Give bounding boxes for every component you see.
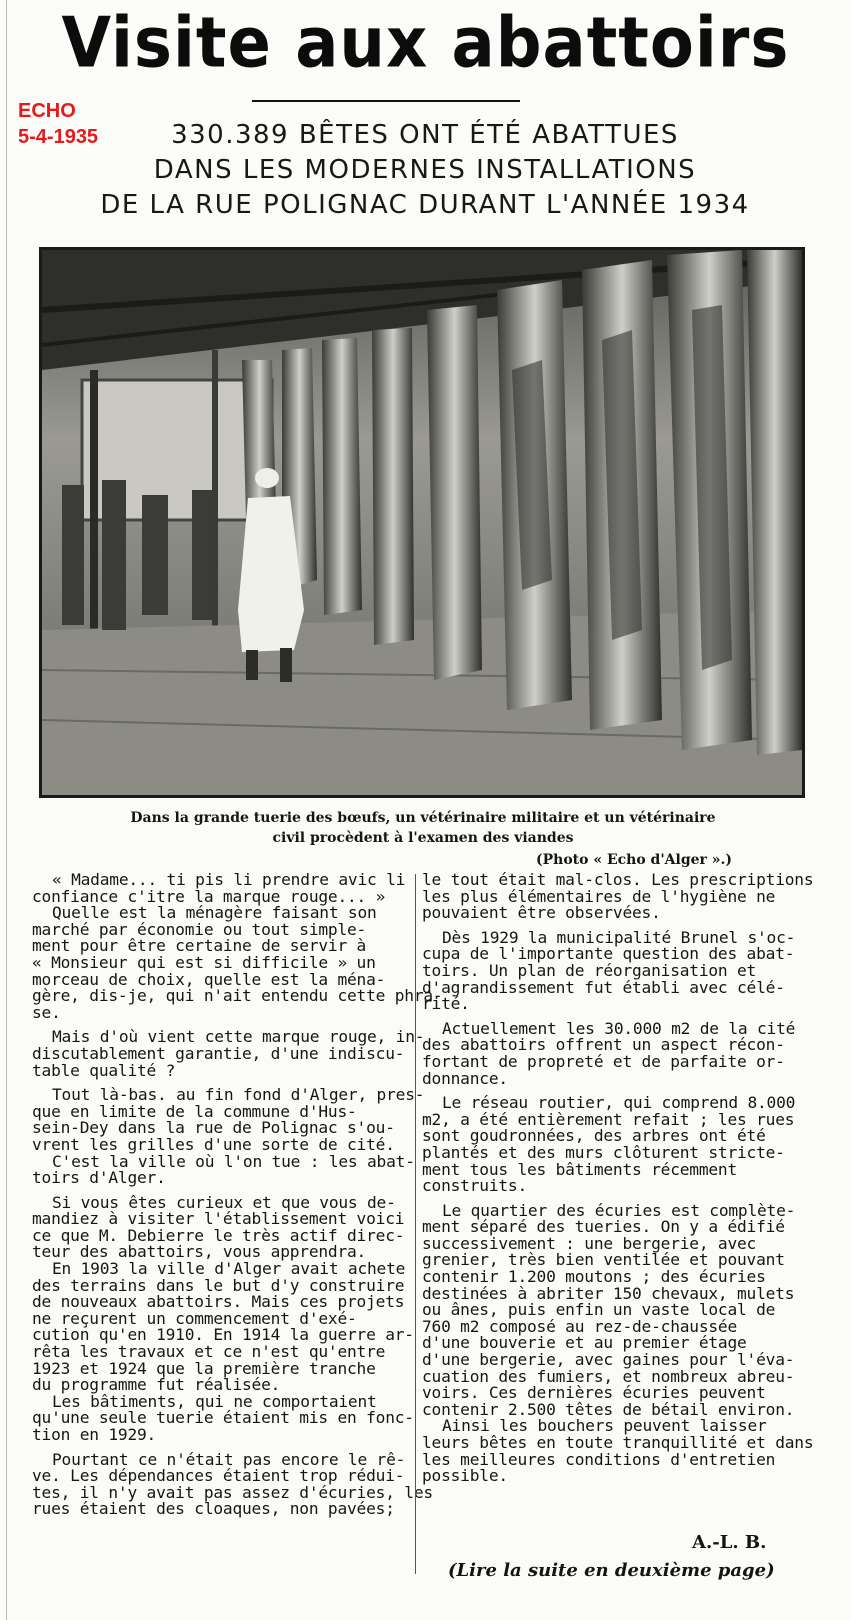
article-line: ce que M. Debierre le très actif direc- — [32, 1225, 405, 1245]
article-paragraph — [32, 1449, 433, 1519]
article-line: Le quartier des écuries est complète- — [442, 1200, 796, 1220]
article-line: le tout était mal-clos. Les prescriptions — [422, 870, 814, 889]
article-line: destinées à abriter 150 chevaux, mulets — [422, 1283, 795, 1303]
article-line: Pourtant ce n'était pas encore le rê- — [52, 1449, 406, 1469]
photo-credit: (Photo « Echo d'Alger ».) — [536, 852, 733, 868]
article-line: possible. — [422, 1466, 508, 1486]
article-line: « Monsieur qui est si difficile » un — [32, 952, 376, 972]
article-line: tion en 1929. — [32, 1425, 157, 1444]
article-line: fortant de propreté et de parfaite or- — [422, 1051, 785, 1071]
article-line: successivement : une bergerie, avec — [422, 1233, 757, 1253]
article-paragraph — [422, 1018, 808, 1088]
article-line: toirs. Un plan de réorganisation et — [422, 960, 757, 980]
article-line: Le réseau routier, qui comprend 8.000 — [442, 1093, 796, 1113]
article-line: rité. — [422, 994, 470, 1014]
article-line: « Madame... ti pis li prendre avic li — [52, 870, 406, 889]
article-line: Les bâtiments, qui ne comportaient — [52, 1391, 377, 1411]
article-line: C'est la ville où l'on tue : les abat- — [52, 1151, 415, 1171]
article-line: ment séparé des tueries. On y a édifié — [422, 1217, 785, 1237]
subheadline-line: DANS LES MODERNES INSTALLATIONS — [153, 155, 697, 185]
headline-rule — [252, 100, 520, 102]
article-line: contenir 1.200 moutons ; des écuries — [422, 1267, 766, 1287]
article-line: pouvaient être observées. — [422, 903, 661, 923]
author-signature: A.-L. B. — [692, 1532, 767, 1553]
article-line: toirs d'Alger. — [32, 1168, 166, 1188]
article-line: voirs. Ces dernières écuries peuvent — [422, 1383, 766, 1403]
article-line: Ainsi les bouchers peuvent laisser — [442, 1416, 767, 1436]
article-line: vrent les grilles d'une sorte de cité. — [32, 1134, 395, 1154]
article-line: ment pour être certaine de servir à — [32, 936, 367, 956]
article-line: leurs bêtes en toute tranquillité et dans — [422, 1433, 814, 1452]
article-paragraph — [32, 1027, 425, 1080]
article-paragraph — [32, 870, 443, 1022]
article-line: Si vous êtes curieux et que vous de- — [52, 1192, 396, 1212]
article-line: qu'une seule tuerie étaient mis en fonc- — [32, 1408, 414, 1428]
article-line: des terrains dans le but d'y construire — [32, 1275, 405, 1295]
article-column-left — [32, 870, 443, 1526]
article-line: d'une bouverie et au premier étage — [422, 1333, 747, 1353]
article-line: cupa de l'importante question des abat- — [422, 944, 795, 964]
article-column-right — [422, 870, 814, 1493]
article-line: plantés et des murs clôturent stricte- — [422, 1142, 785, 1162]
article-line: teur des abattoirs, vous apprendra. — [32, 1242, 367, 1262]
slaughterhouse-photo — [39, 247, 805, 798]
article-line: grenier, très bien ventilée et pouvant — [422, 1250, 785, 1270]
article-line: Quelle est la ménagère faisant son — [52, 903, 377, 923]
article-line: ou ânes, puis enfin un vaste local de — [422, 1300, 776, 1320]
article-line: Actuellement les 30.000 m2 de la cité — [442, 1018, 796, 1038]
article-line: les plus élémentaires de l'hygiène ne — [422, 886, 776, 906]
article-line: du programme fut réalisée. — [32, 1375, 281, 1395]
article-line: 1923 et 1924 que la première tranche — [32, 1358, 376, 1378]
article-paragraph — [422, 927, 808, 1014]
article-line: contenir 2.500 têtes de bétail environ. — [422, 1399, 795, 1419]
article-line: sein-Dey dans la rue de Polignac s'ou- — [32, 1118, 395, 1138]
article-line: 760 m2 composé au rez-de-chaussée — [422, 1316, 738, 1336]
article-paragraph — [422, 1200, 814, 1486]
article-line: les meilleures conditions d'entretien — [422, 1449, 776, 1469]
article-paragraph — [422, 1095, 808, 1195]
article-line: rues étaient des cloaques, non pavées; — [32, 1499, 395, 1519]
article-line: d'une bergerie, avec gaines pour l'éva- — [422, 1350, 795, 1370]
article-line: construits. — [422, 1176, 528, 1196]
article-line: Mais d'où vient cette marque rouge, in- — [52, 1027, 425, 1047]
article-line: de nouveaux abattoirs. Mais ces projets — [32, 1292, 405, 1312]
article-line: des abattoirs offrent un aspect récon- — [422, 1035, 785, 1055]
article-line: rêta les travaux et ce n'est qu'entre — [32, 1342, 386, 1362]
article-line: se. — [32, 1002, 61, 1022]
continued-note: (Lire la suite en deuxième page) — [448, 1560, 775, 1581]
article-line: En 1903 la ville d'Alger avait achete — [52, 1259, 406, 1279]
column-divider — [415, 874, 416, 1574]
article-line: Tout là-bas. au fin fond d'Alger, pres- — [52, 1085, 425, 1105]
article-line: donnance. — [422, 1068, 508, 1088]
article-line: cuation des fumiers, et nombreux abreu- — [422, 1366, 795, 1386]
article-paragraph — [422, 870, 814, 923]
photo-caption — [38, 808, 808, 848]
article-line: sont goudronnées, des arbres ont été — [422, 1126, 766, 1146]
article-line: ve. Les dépendances étaient trop rédui- — [32, 1466, 405, 1486]
article-paragraph — [32, 1192, 414, 1444]
article-line: cution qu'en 1910. En 1914 la guerre ar- — [32, 1325, 414, 1345]
article-line: confiance c'itre la marque rouge... » — [32, 886, 386, 906]
article-line: table qualité ? — [32, 1060, 176, 1080]
article-line: marché par économie ou tout simple- — [32, 919, 367, 939]
article-line: ne reçurent un commencement d'exé- — [32, 1308, 357, 1328]
article-line: discutablement garantie, d'une indiscu- — [32, 1043, 405, 1063]
source-stamp-paper: ECHO — [18, 100, 76, 122]
source-stamp-date: 5-4-1935 — [18, 126, 99, 148]
page-edge-rule — [0, 0, 7, 1620]
article-line: Dès 1929 la municipalité Brunel s'oc- — [442, 927, 796, 947]
article-paragraph — [32, 1085, 425, 1188]
caption-line: Dans la grande tuerie des bœufs, un vétérinaire militaire et un vétérinaire — [130, 810, 716, 826]
article-line: tes, il n'y avait pas assez d'écuries, les — [32, 1482, 433, 1502]
headline: Visite aux abattoirs — [61, 4, 790, 84]
article-line: m2, a été entièrement refait ; les rues — [422, 1109, 795, 1129]
article-line: gère, dis-je, qui n'ait entendu cette phra- — [32, 986, 443, 1006]
caption-line: civil procèdent à l'examen des viandes — [272, 830, 574, 846]
subheadline-line: 330.389 BÊTES ONT ÉTÉ ABATTUES — [171, 120, 679, 150]
subheadline — [80, 118, 770, 223]
subheadline-line: DE LA RUE POLIGNAC DURANT L'ANNÉE 1934 — [100, 190, 750, 220]
article-line: morceau de choix, quelle est la ména- — [32, 969, 386, 989]
article-line: ment tous les bâtiments récemment — [422, 1159, 738, 1179]
article-line: mandiez à visiter l'établissement voici — [32, 1209, 405, 1229]
article-line: d'agrandissement fut établi avec célé- — [422, 977, 785, 997]
article-line: que en limite de la commune d'Hus- — [32, 1101, 357, 1121]
